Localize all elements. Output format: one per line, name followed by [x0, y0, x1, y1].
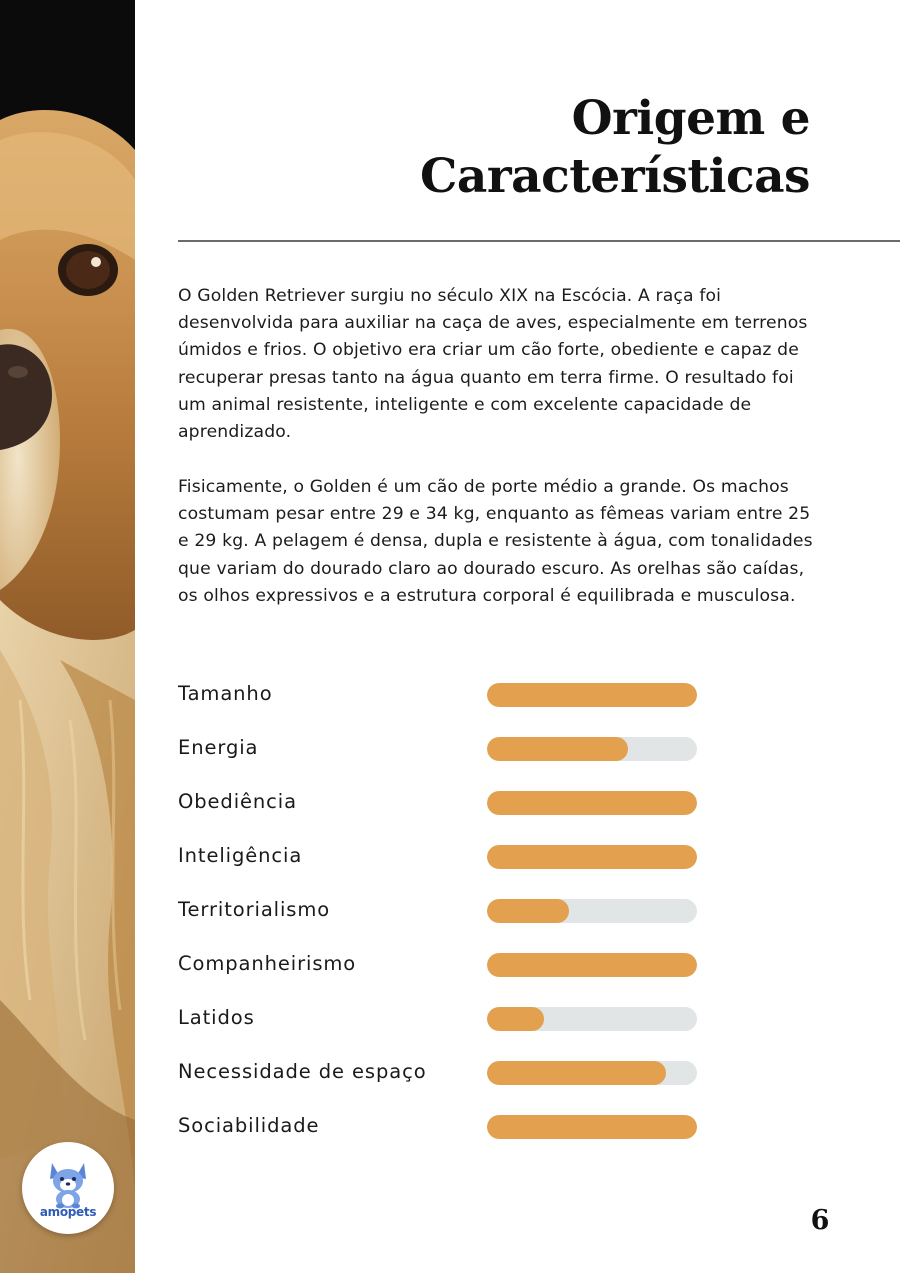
rating-bar-fill	[487, 953, 697, 977]
rating-label: Obediência	[178, 790, 297, 813]
rating-row	[178, 734, 718, 788]
rating-bar-fill	[487, 845, 697, 869]
rating-row	[178, 950, 718, 1004]
rating-label: Sociabilidade	[178, 1114, 320, 1137]
rating-label: Energia	[178, 736, 259, 759]
rating-bar	[487, 1007, 697, 1031]
rating-bar-fill	[487, 737, 628, 761]
rating-bar	[487, 899, 697, 923]
page-number: 6	[810, 1205, 830, 1236]
paragraph-origin: O Golden Retriever surgiu no século XIX na Escócia. A raça foi desenvolvida para auxiliar na caça de aves, especialmente em terrenos úmidos e frios. O objetivo era criar um cão forte, obediente e capaz de recuperar presas tanto na água quanto em terra firme. O resultado foi um animal resistente, inteligente e com excelente capacidade de aprendizado.	[178, 286, 808, 443]
page-title-line-2: Características	[420, 149, 810, 204]
rating-bar-fill	[487, 1061, 666, 1085]
rating-row	[178, 788, 718, 842]
rating-bar	[487, 683, 697, 707]
trait-ratings	[178, 680, 718, 1166]
rating-label: Territorialismo	[178, 898, 331, 921]
rating-bar-fill	[487, 791, 697, 815]
page-title-line-1: Origem e	[571, 91, 810, 146]
rating-label: Latidos	[178, 1006, 255, 1029]
rating-label: Necessidade de espaço	[178, 1060, 427, 1083]
page-title	[250, 90, 810, 206]
rating-label: Tamanho	[178, 682, 273, 705]
rating-bar	[487, 845, 697, 869]
rating-row	[178, 1004, 718, 1058]
logo-text: amopets	[39, 1205, 97, 1219]
rating-bar-fill	[487, 1115, 697, 1139]
rating-bar	[487, 791, 697, 815]
golden-retriever-photo	[0, 0, 135, 1273]
paragraph-characteristics: Fisicamente, o Golden é um cão de porte médio a grande. Os machos costumam pesar entre 29 e 34 kg, enquanto as fêmeas variam entre 25 e 29 kg. A pelagem é densa, dupla e resistente à água, com tonalidades que variam do dourado claro ao dourado escuro. As orelhas são caídas, os olhos expressivos e a estrutura corporal é equilibrada e musculosa.	[178, 477, 813, 606]
rating-bar-fill	[487, 1007, 544, 1031]
rating-bar	[487, 1115, 697, 1139]
rating-bar	[487, 737, 697, 761]
rating-row	[178, 1058, 718, 1112]
corgi-mascot-icon	[42, 1157, 94, 1209]
amopets-logo	[22, 1142, 114, 1234]
rating-label: Inteligência	[178, 844, 303, 867]
rating-bar	[487, 953, 697, 977]
rating-row	[178, 680, 718, 734]
rating-row	[178, 896, 718, 950]
title-divider	[178, 240, 900, 242]
rating-label: Companheirismo	[178, 952, 357, 975]
rating-row	[178, 842, 718, 896]
rating-bar-fill	[487, 899, 569, 923]
rating-row	[178, 1112, 718, 1166]
rating-bar	[487, 1061, 697, 1085]
rating-bar-fill	[487, 683, 697, 707]
dog-illustration	[0, 0, 135, 1273]
